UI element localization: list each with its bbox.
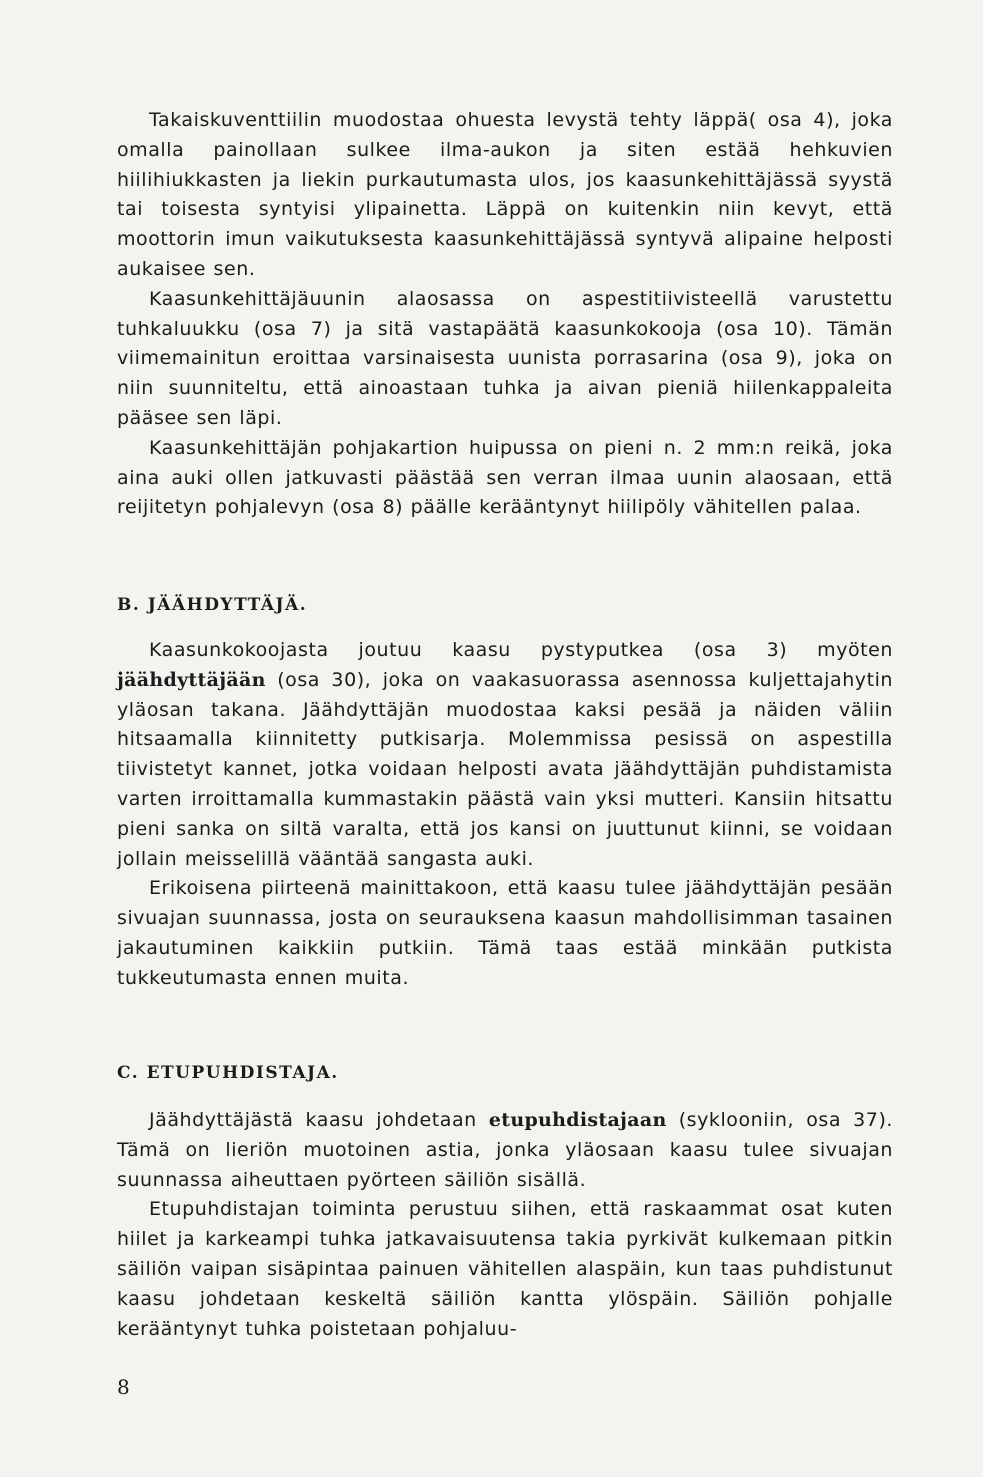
term-jaahdyttajaan: jäähdyttäjään	[117, 668, 266, 691]
paragraph-jaahdyttaja-piirre: Erikoisena piirteenä mainittakoon, että kaasu tulee jäähdyttäjän pesään sivuajan suunnassa, josta on seurauksena kaasun mahdollisimman tasainen jakautuminen kaikkiin putkiin. Tämä taas estää minkään putkista tukkeutumasta ennen muita.	[117, 877, 893, 989]
heading-jaahdyttaja: B. JÄÄHDYTTÄJÄ.	[117, 595, 308, 615]
text-after-bold: (syklooniin, osa 37). Tämä on lieriön muotoinen astia, jonka yläosaan kaasu tulee sivuajan suunnassa aiheuttaen pyörteen säiliön sisällä.	[117, 1109, 893, 1191]
section-a-text	[117, 106, 893, 523]
section-c-text	[117, 1106, 893, 1344]
paragraph-pohjakartio: Kaasunkehittäjän pohjakartion huipussa on pieni n. 2 mm:n reikä, joka aina auki ollen jatkuvasti päästää sen verran ilmaa uunin alaosaan, että reijitetyn pohjalevyn (osa 8) päälle kerääntynyt hiilipöly vähitellen palaa.	[117, 436, 893, 519]
page-number: 8	[117, 1375, 130, 1399]
paragraph-etupuhdistaja-johdanto	[117, 1106, 893, 1195]
paragraph-takaiskuventtiili: Takaiskuventtiilin muodostaa ohuesta levystä tehty läppä( osa 4), joka omalla painollaan sulkee ilma-aukon ja siten estää hehkuvien hiilihiukkasten ja liekin purkautumasta ulos, jos kaasunkehittäjässä syystä tai toisesta syntyisi ylipainetta. Läppä on kuitenkin niin kevyt, että moottorin imun vaikutuksesta kaasunkehittäjässä syntyvä alipaine helposti aukaisee sen.	[117, 109, 893, 280]
heading-etupuhdistaja: C. ETUPUHDISTAJA.	[117, 1063, 339, 1083]
paragraph-kaasunkehittajauuni: Kaasunkehittäjäuunin alaosassa on aspestitiivisteellä varustettu tuhkaluukku (osa 7) ja sitä vastapäätä kaasunkokooja (osa 10). Tämän viimemainitun eroittaa varsinaisesta uunista porrasarina (osa 9), joka on niin suunniteltu, että ainoastaan tuhka ja aivan pieniä hiilenkappaleita pääsee sen läpi.	[117, 287, 893, 429]
text-before-bold: Jäähdyttäjästä kaasu johdetaan	[149, 1109, 477, 1131]
term-etupuhdistajaan: etupuhdistajaan	[488, 1109, 667, 1131]
paragraph-jaahdyttaja-rakenne	[117, 636, 893, 874]
paragraph-etupuhdistaja-toiminta: Etupuhdistajan toiminta perustuu siihen, että raskaammat osat kuten hiilet ja karkeampi tuhka jatkavaisuutensa takia pyrkivät kulkemaan pitkin säiliön vaipan sisäpintaa painuen vähitellen alaspäin, kun taas puhdistunut kaasu johdetaan keskeltä säiliön kantta ylöspäin. Säiliön pohjalle kerääntynyt tuhka poistetaan pohjaluu-	[117, 1198, 893, 1340]
text-after-bold: (osa 30), joka on vaakasuorassa asennossa kuljettajahytin yläosan takana. Jäähdyttäjän muodostaa kaksi pesää ja näiden väliin hitsaamalla kiinnitetty putkisarja. Molemmissa pesissä on aspestilla tiivistetyt kannet, jotka voidaan helposti avata jäähdyttäjän puhdistamista varten irroittamalla kummastakin päästä vain yksi mutteri. Kansiin hitsattu pieni sanka on siltä varalta, että jos kansi on juuttunut kiinni, se voidaan jollain meisselillä vääntää sangasta auki.	[117, 668, 893, 870]
section-b-text	[117, 636, 893, 994]
text-before-bold: Kaasunkokoojasta joutuu kaasu pystyputkea (osa 3) myöten	[149, 639, 893, 661]
